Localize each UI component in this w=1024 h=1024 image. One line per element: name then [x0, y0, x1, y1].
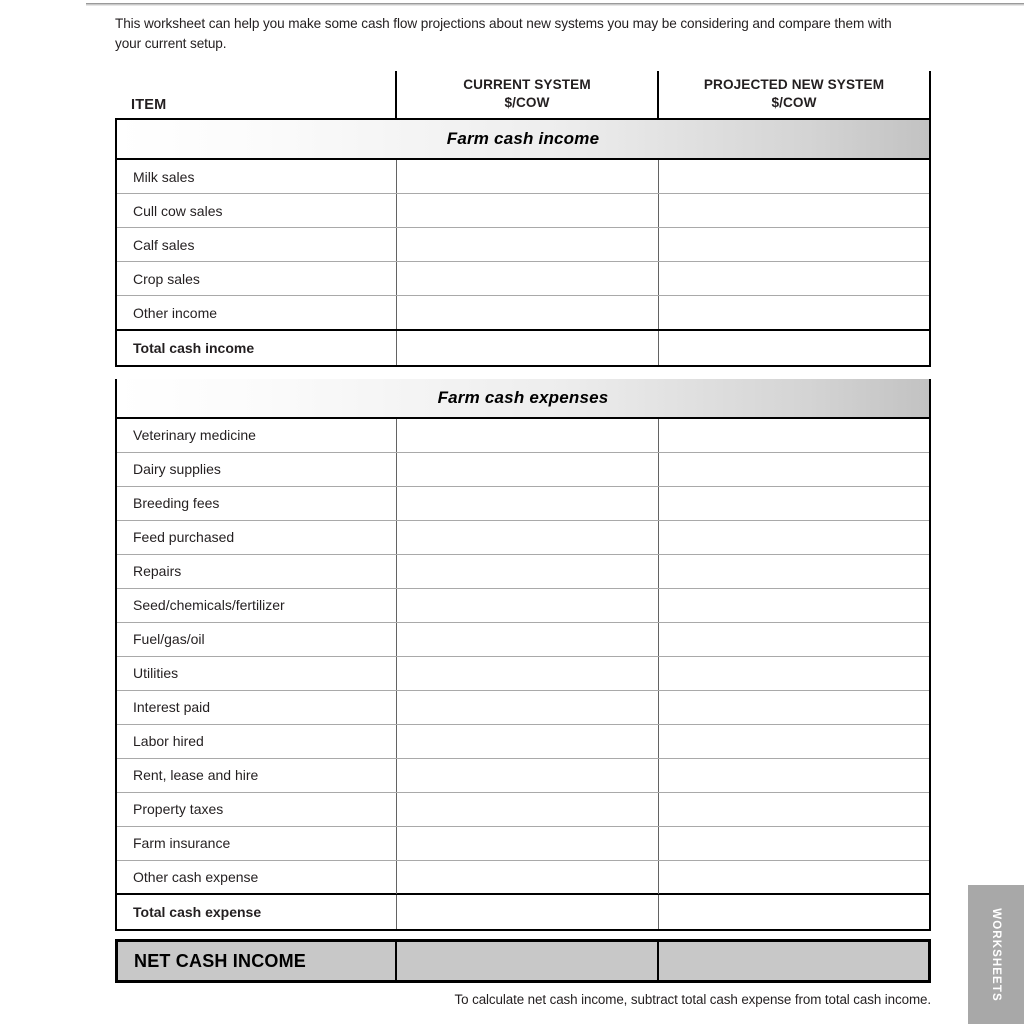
column-header-current-system-line1: CURRENT SYSTEM — [463, 77, 591, 92]
cell-projected-system[interactable] — [658, 419, 929, 452]
side-tab-label: WORKSHEETS — [990, 907, 1002, 1002]
table-row — [117, 725, 929, 759]
table-row-total-expense — [117, 893, 929, 929]
table-header — [115, 71, 931, 120]
row-label: Seed/chemicals/fertilizer — [133, 597, 285, 613]
cell-projected-system[interactable] — [658, 793, 929, 826]
table-row — [117, 827, 929, 861]
row-label: Crop sales — [133, 270, 200, 287]
table-row — [117, 657, 929, 691]
cell-current-system[interactable] — [396, 861, 657, 894]
table-row — [117, 555, 929, 589]
cell-current-system[interactable] — [396, 895, 657, 929]
cell-current-system[interactable] — [396, 228, 657, 261]
table-row — [117, 194, 929, 228]
section-gap — [115, 367, 931, 379]
section-farm-cash-expenses — [115, 379, 931, 932]
cell-current-system[interactable] — [396, 160, 657, 193]
table-row — [117, 623, 929, 657]
cell-projected-system[interactable] — [658, 725, 929, 758]
cell-projected-system[interactable] — [658, 589, 929, 622]
row-label: Utilities — [133, 665, 179, 681]
table-row — [117, 861, 929, 895]
column-header-current-system — [395, 71, 657, 118]
column-header-projected-system-line2: $/COW — [771, 95, 817, 110]
column-header-item: ITEM — [131, 97, 167, 113]
cell-current-system[interactable] — [396, 262, 657, 295]
net-cash-income-row — [115, 939, 931, 983]
cell-projected-system[interactable] — [658, 194, 929, 227]
cell-projected-system[interactable] — [658, 453, 929, 486]
cell-projected-system[interactable] — [658, 759, 929, 792]
cell-current-system[interactable] — [396, 419, 657, 452]
cell-projected-system[interactable] — [658, 296, 929, 329]
section-farm-cash-income — [115, 120, 931, 367]
column-header-current-system-line2: $/COW — [504, 95, 550, 110]
row-label: Farm insurance — [133, 835, 231, 851]
cell-current-system[interactable] — [396, 793, 657, 826]
table-row — [117, 262, 929, 296]
row-label: Interest paid — [133, 699, 211, 715]
section-banner-income: Farm cash income — [117, 120, 929, 160]
cell-projected-system[interactable] — [658, 228, 929, 261]
section-banner-expenses: Farm cash expenses — [117, 379, 929, 419]
cell-current-system[interactable] — [396, 453, 657, 486]
cell-projected-system[interactable] — [658, 555, 929, 588]
table-row — [117, 521, 929, 555]
cell-current-system[interactable] — [396, 331, 657, 365]
table-row — [117, 296, 929, 330]
table-row — [117, 589, 929, 623]
cell-current-system[interactable] — [396, 194, 657, 227]
cell-projected-system[interactable] — [658, 827, 929, 860]
footnote-text: To calculate net cash income, subtract total cash expense from total cash income. — [454, 992, 931, 1007]
table-row — [117, 793, 929, 827]
table-row — [117, 228, 929, 262]
cell-projected-system[interactable] — [658, 895, 929, 929]
cell-projected-system[interactable] — [658, 861, 929, 894]
row-label: Fuel/gas/oil — [133, 631, 205, 647]
net-cash-income-projected[interactable] — [657, 942, 928, 980]
row-label: Milk sales — [133, 168, 195, 185]
cell-current-system[interactable] — [396, 725, 657, 758]
table-row — [117, 453, 929, 487]
row-label: Other cash expense — [133, 869, 259, 885]
row-label: Veterinary medicine — [133, 427, 256, 443]
worksheet-page — [115, 14, 931, 1007]
cell-projected-system[interactable] — [658, 521, 929, 554]
row-label: Feed purchased — [133, 529, 235, 545]
cell-current-system[interactable] — [396, 657, 657, 690]
table-row — [117, 487, 929, 521]
cell-current-system[interactable] — [396, 827, 657, 860]
page-top-rule — [86, 3, 1024, 6]
cell-current-system[interactable] — [396, 589, 657, 622]
cell-projected-system[interactable] — [658, 691, 929, 724]
cell-projected-system[interactable] — [658, 487, 929, 520]
cell-current-system[interactable] — [396, 555, 657, 588]
row-label: Total cash income — [133, 339, 255, 356]
row-label: Total cash expense — [133, 904, 262, 920]
row-label: Labor hired — [133, 733, 204, 749]
net-cash-income-current[interactable] — [395, 942, 657, 980]
cell-projected-system[interactable] — [658, 331, 929, 365]
cell-projected-system[interactable] — [658, 160, 929, 193]
cell-current-system[interactable] — [396, 487, 657, 520]
side-tab-worksheets[interactable] — [968, 885, 1024, 1024]
row-label: Breeding fees — [133, 495, 220, 511]
cell-current-system[interactable] — [396, 623, 657, 656]
row-label: Property taxes — [133, 801, 224, 817]
net-cash-income-label: NET CASH INCOME — [134, 950, 307, 971]
cell-current-system[interactable] — [396, 521, 657, 554]
table-row — [117, 691, 929, 725]
row-label: Dairy supplies — [133, 461, 221, 477]
column-header-projected-system-line1: PROJECTED NEW SYSTEM — [703, 77, 885, 92]
row-label: Calf sales — [133, 236, 195, 253]
cell-projected-system[interactable] — [658, 623, 929, 656]
cell-current-system[interactable] — [396, 691, 657, 724]
table-row — [117, 759, 929, 793]
table-row — [117, 419, 929, 453]
cell-current-system[interactable] — [396, 296, 657, 329]
row-label: Rent, lease and hire — [133, 767, 259, 783]
intro-paragraph: This worksheet can help you make some cash flow projections about new systems you may be considering and compare them with your current setup. — [115, 16, 892, 51]
table-row-total-income — [117, 329, 929, 365]
row-label: Cull cow sales — [133, 202, 223, 219]
table-row — [117, 160, 929, 194]
column-header-projected-system — [657, 71, 931, 118]
cell-projected-system[interactable] — [658, 657, 929, 690]
cell-current-system[interactable] — [396, 759, 657, 792]
row-label: Repairs — [133, 563, 182, 579]
row-label: Other income — [133, 304, 218, 321]
cell-projected-system[interactable] — [658, 262, 929, 295]
